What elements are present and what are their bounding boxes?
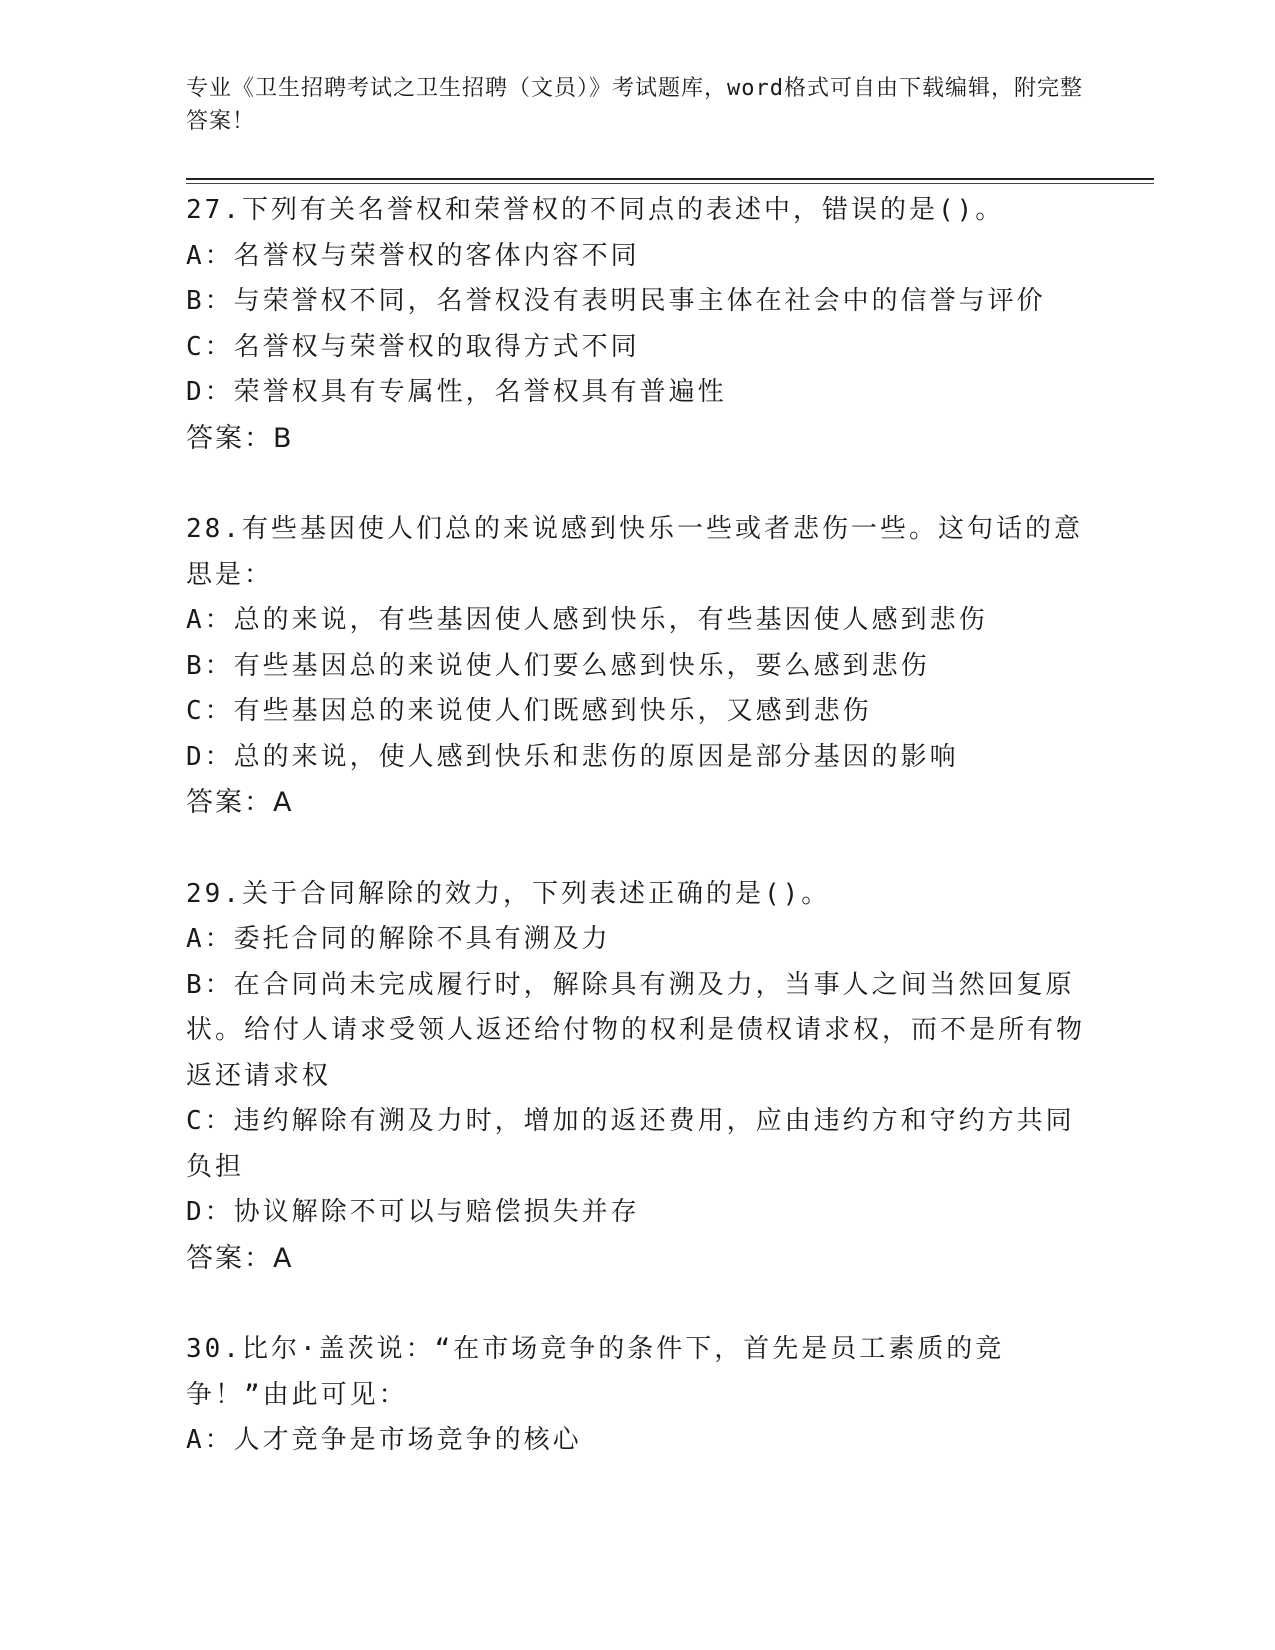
header-divider-thin [186, 183, 1154, 184]
question-29 [186, 872, 1086, 1282]
option-b: B：在合同尚未完成履行时，解除具有溯及力，当事人之间当然回复原状。给付人请求受领人返还给付物的权利是债权请求权，而不是所有物返还请求权 [186, 969, 1086, 1091]
option-d: D：总的来说，使人感到快乐和悲伤的原因是部分基因的影响 [186, 741, 959, 772]
question-stem: 28.有些基因使人们总的来说感到快乐一些或者悲伤一些。这句话的意思是： [186, 514, 1083, 590]
option-a: A：名誉权与荣誉权的客体内容不同 [186, 240, 640, 271]
question-stem: 27.下列有关名誉权和荣誉权的不同点的表述中，错误的是()。 [186, 195, 1005, 225]
question-30 [186, 1327, 1086, 1464]
question-28 [186, 507, 1086, 826]
option-d: D：协议解除不可以与赔偿损失并存 [186, 1197, 640, 1227]
answer: 答案：B [186, 422, 294, 454]
option-c: C：违约解除有溯及力时，增加的返还费用，应由违约方和守约方共同负担 [186, 1106, 1075, 1182]
option-a: A：委托合同的解除不具有溯及力 [186, 924, 611, 954]
option-a: A：总的来说，有些基因使人感到快乐，有些基因使人感到悲伤 [186, 605, 988, 635]
document-header: 专业《卫生招聘考试之卫生招聘（文员）》考试题库，word格式可自由下载编辑，附完整答案！ [186, 76, 1083, 134]
option-b: B：有些基因总的来说使人们要么感到快乐，要么感到悲伤 [186, 650, 930, 681]
option-d: D：荣誉权具有专属性，名誉权具有普遍性 [186, 377, 727, 407]
option-c: C：名誉权与荣誉权的取得方式不同 [186, 331, 640, 362]
header-divider-thick [186, 178, 1154, 180]
question-list [186, 188, 1086, 1510]
answer: 答案：A [186, 1242, 294, 1274]
question-stem: 30.比尔·盖茨说：“在市场竞争的条件下，首先是员工素质的竞争！”由此可见： [186, 1334, 1005, 1410]
answer: 答案：A [186, 787, 294, 818]
option-c: C：有些基因总的来说使人们既感到快乐，又感到悲伤 [186, 696, 872, 726]
question-27 [186, 188, 1086, 461]
option-a: A：人才竞争是市场竞争的核心 [186, 1425, 582, 1455]
option-b: B：与荣誉权不同，名誉权没有表明民事主体在社会中的信誉与评价 [186, 286, 1046, 316]
question-stem: 29.关于合同解除的效力，下列表述正确的是()。 [186, 878, 831, 909]
